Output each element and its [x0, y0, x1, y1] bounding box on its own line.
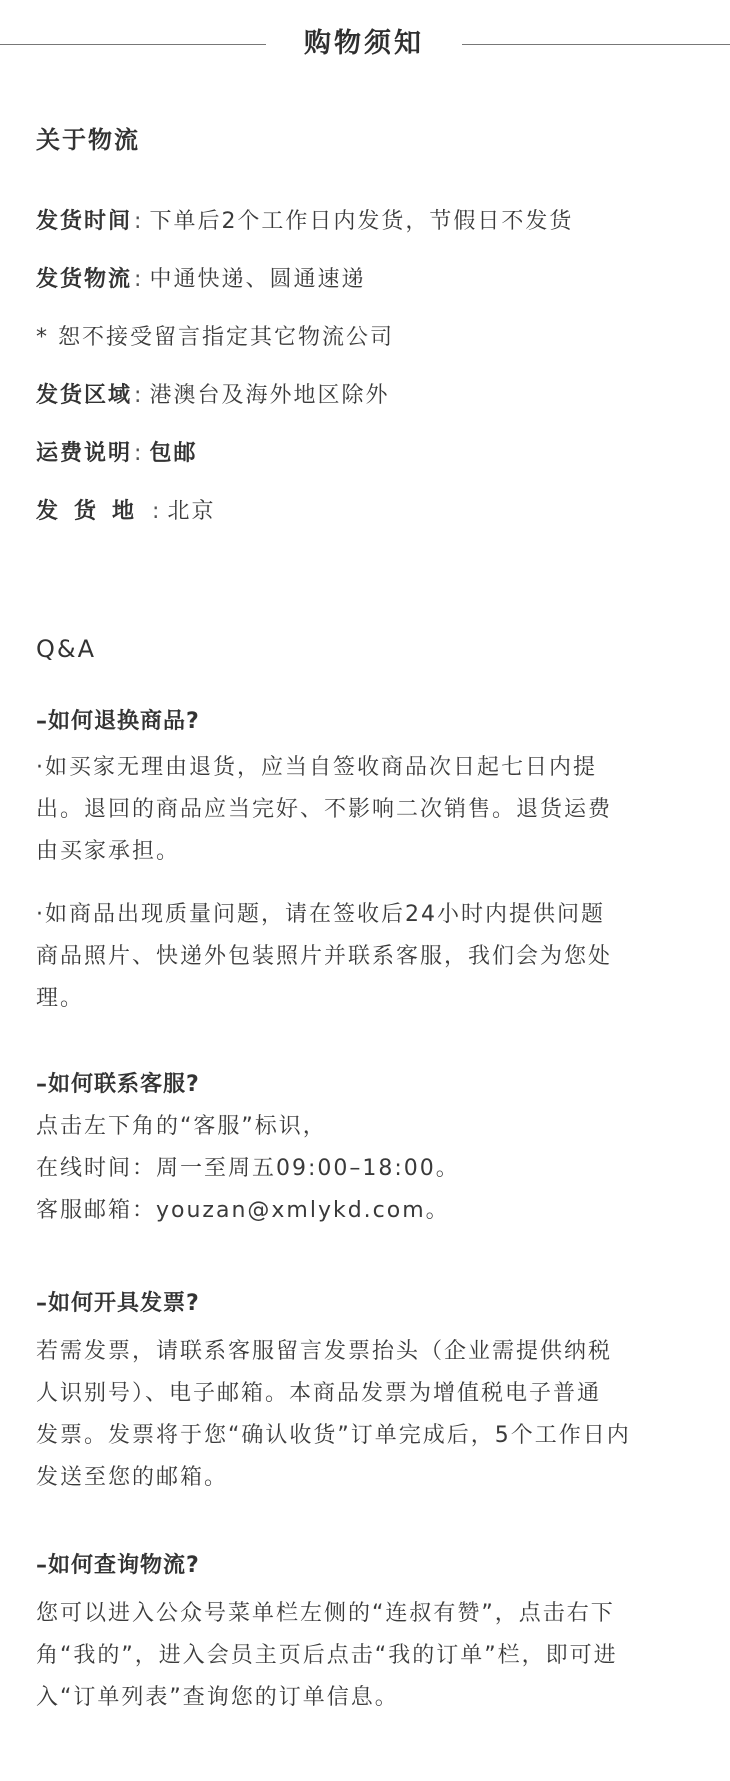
answer-paragraph: [36, 894, 696, 1020]
answer-line: 人识别号）、电子邮箱。本商品发票为增值税电子普通: [36, 1381, 602, 1406]
info-label: 运费说明: [36, 441, 133, 466]
answer-line: 商品照片、快递外包装照片并联系客服，我们会为您处: [36, 944, 613, 969]
info-row-ship-origin: [36, 497, 215, 527]
page-title: 购物须知: [304, 28, 424, 59]
answer-line: 角“我的”，进入会员主页后点击“我的订单”栏，即可进: [36, 1643, 618, 1668]
answer-line: ·如商品出现质量问题，请在签收后24小时内提供问题: [36, 902, 605, 927]
info-label: 发货地: [36, 499, 151, 524]
answer-paragraph: [36, 747, 696, 873]
info-value: 港澳台及海外地区除外: [149, 383, 390, 408]
page-header: [0, 22, 730, 66]
info-value: 中通快递、圆通速递: [149, 267, 366, 292]
info-separator: :: [134, 267, 144, 292]
info-label: 发货物流: [36, 267, 133, 292]
qa-heading: Q&A: [36, 635, 97, 663]
answer-line: 由买家承担。: [36, 839, 181, 864]
info-row-shipping-fee: [36, 439, 197, 469]
header-divider-left: [0, 44, 266, 45]
question-title-contact: –如何联系客服?: [36, 1072, 200, 1097]
info-separator: :: [134, 383, 144, 408]
info-note: * 恕不接受留言指定其它物流公司: [36, 325, 394, 350]
info-value: 下单后2个工作日内发货，节假日不发货: [149, 209, 574, 234]
answer-line: 客服邮箱：youzan@xmlykd.com。: [36, 1198, 450, 1223]
answer-line: 若需发票，请联系客服留言发票抬头（企业需提供纳税: [36, 1339, 613, 1364]
info-separator: :: [134, 209, 144, 234]
answer-paragraph: [36, 1331, 696, 1499]
header-divider-right: [462, 44, 730, 45]
answer-paragraph: [36, 1106, 696, 1232]
info-separator: :: [134, 441, 144, 466]
logistics-section-title: 关于物流: [36, 126, 140, 154]
info-row-carrier-note: [36, 323, 394, 353]
question-title-returns: –如何退换商品?: [36, 709, 200, 734]
answer-line: 理。: [36, 986, 85, 1011]
answer-line: 您可以进入公众号菜单栏左侧的“连叔有赞”，点击右下: [36, 1601, 615, 1626]
question-title-invoice: –如何开具发票?: [36, 1291, 200, 1316]
info-value: 北京: [167, 499, 216, 524]
answer-paragraph: [36, 1593, 696, 1719]
answer-line: 点击左下角的“客服”标识，: [36, 1114, 327, 1139]
answer-line: 在线时间：周一至周五09:00–18:00。: [36, 1156, 460, 1181]
info-separator: :: [152, 499, 162, 524]
info-row-ship-region: [36, 381, 389, 411]
answer-line: 发送至您的邮箱。: [36, 1465, 229, 1490]
answer-line: ·如买家无理由退货，应当自签收商品次日起七日内提: [36, 755, 597, 780]
info-row-ship-time: [36, 207, 573, 237]
info-value: 包邮: [149, 441, 198, 466]
info-label: 发货时间: [36, 209, 133, 234]
answer-line: 入“订单列表”查询您的订单信息。: [36, 1685, 399, 1710]
answer-line: 出。退回的商品应当完好、不影响二次销售。退货运费: [36, 797, 613, 822]
info-label: 发货区域: [36, 383, 133, 408]
info-row-carrier: [36, 265, 365, 295]
question-title-tracking: –如何查询物流?: [36, 1553, 200, 1578]
answer-line: 发票。发票将于您“确认收货”订单完成后，5个工作日内: [36, 1423, 631, 1448]
